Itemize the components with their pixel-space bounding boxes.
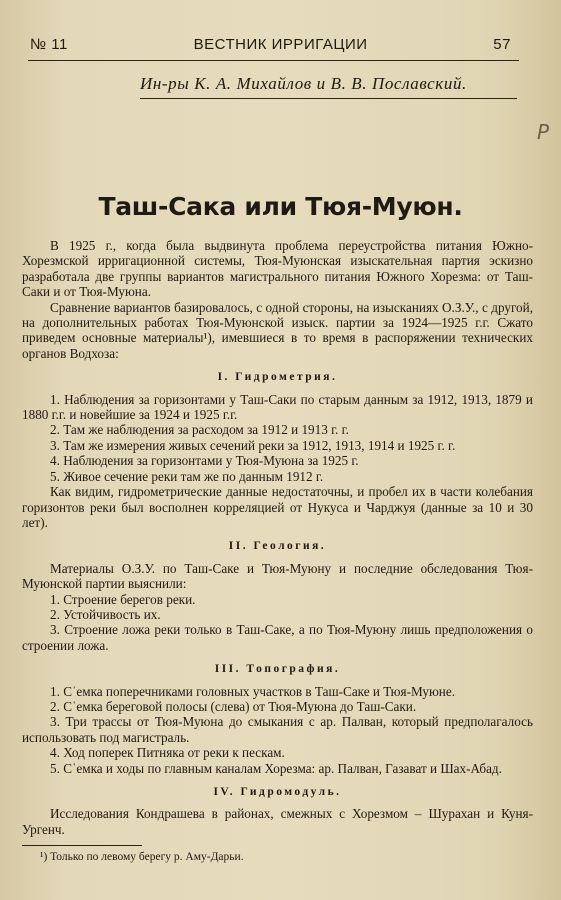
list-item: 1. Сˈемка поперечниками головных участков в Таш-Саке и Тюя-Муюне. (50, 683, 456, 699)
list-item: 2. Сˈемка береговой полосы (слева) от Тюя-Муюна до Таш-Саки. (50, 698, 417, 714)
section-heading-hydromodule: IV. Гидромодуль. (213, 786, 342, 798)
section-heading-geology: II. Геология. (228, 540, 327, 553)
list-item: 4. Ход поперек Питняка от реки к пескам. (50, 745, 285, 761)
section-heading-topography: III. Топография. (214, 663, 341, 676)
section-conclusion: Как видим, гидрометрические данные недостаточны, и пробел их в части колебания горизонтов реки был восполнен корреляцией от Нукуса и Чарджуя (данные за 10 и 30 лет). (22, 484, 533, 530)
list-item: 5. Сˈемка и ходы по главным каналам Хорезма: ар. Палван, Газават и Шах-Абад. (50, 760, 502, 776)
journal-title: ВЕСТНИК ИРРИГАЦИИ (193, 36, 368, 53)
header-rule (28, 60, 519, 61)
list-item: 3. Там же измерения живых сечений реки за 1912, 1913, 1914 и 1925 г. г. (50, 437, 456, 453)
article-title: Таш-Сака или Тюя-Муюн. (98, 192, 463, 221)
page-number: 57 (493, 36, 511, 53)
list-item: 3. Три трассы от Тюя-Муюна до смыкания с ар. Палван, который предполагалось использовать под магистраль. (22, 714, 533, 745)
issue-number: № 11 (30, 36, 68, 53)
authors-rule (140, 98, 517, 99)
intro-paragraph-1: В 1925 г., когда была выдвинута проблема переустройства питания Южно-Хорезмской ирригационной системы, Тюя-Муюнская изыскательная партия эскизно разработала две группы вариантов магистрального питания Южного Хорезма: от Таш-Саки и от Тюя-Муюна. (22, 238, 533, 300)
section-intro: Исследования Кондрашева в районах, смежных с Хорезмом – Шурахан и Куня-Ургенч. (22, 806, 533, 837)
list-item: 2. Там же наблюдения за расходом за 1912 и 1913 г. г. (50, 422, 349, 438)
running-header (30, 36, 511, 53)
footnote: ¹) Только по левому берегу р. Аму-Дарьи. (40, 851, 244, 864)
footnote-rule (22, 845, 142, 846)
article-body (22, 238, 533, 866)
section-heading-hydrometry: I. Гидрометрия. (217, 371, 338, 384)
authors-line: Ин-ры К. А. Михайлов и В. В. Пославский. (140, 74, 467, 93)
list-item: 1. Наблюдения за горизонтами у Таш-Саки по старым данным за 1912, 1913, 1879 и 1880 г.г. и новейшие за 1924 и 1925 г.г. (22, 391, 533, 423)
list-item: 1. Строение берегов реки. (50, 591, 196, 607)
list-item: 3. Строение ложа реки только в Таш-Саке, а по Тюя-Муюну лишь предположения о строении ложа. (22, 622, 533, 653)
intro-paragraph-2: Сравнение вариантов базировалось, с одной стороны, на изысканиях О.З.У., с другой, на дополнительных работах Тюя-Муюнской изыск. партии за 1924—1925 г.г. Сжато приведем основные материалы¹), имевшиеся в то время в распоряжении технических органов Водхоза: (22, 299, 533, 361)
list-item: 4. Наблюдения за горизонтами у Тюя-Муюна за 1925 г. (50, 453, 359, 469)
section-intro: Материалы О.З.У. по Таш-Саке и Тюя-Муюну и последние обследования Тюя-Муюнской партии выяснили: (22, 560, 533, 592)
list-item: 5. Живое сечение реки там же по данным 1912 г. (50, 468, 324, 484)
list-item: 2. Устойчивость их. (50, 606, 161, 622)
margin-mark: P (536, 120, 549, 144)
